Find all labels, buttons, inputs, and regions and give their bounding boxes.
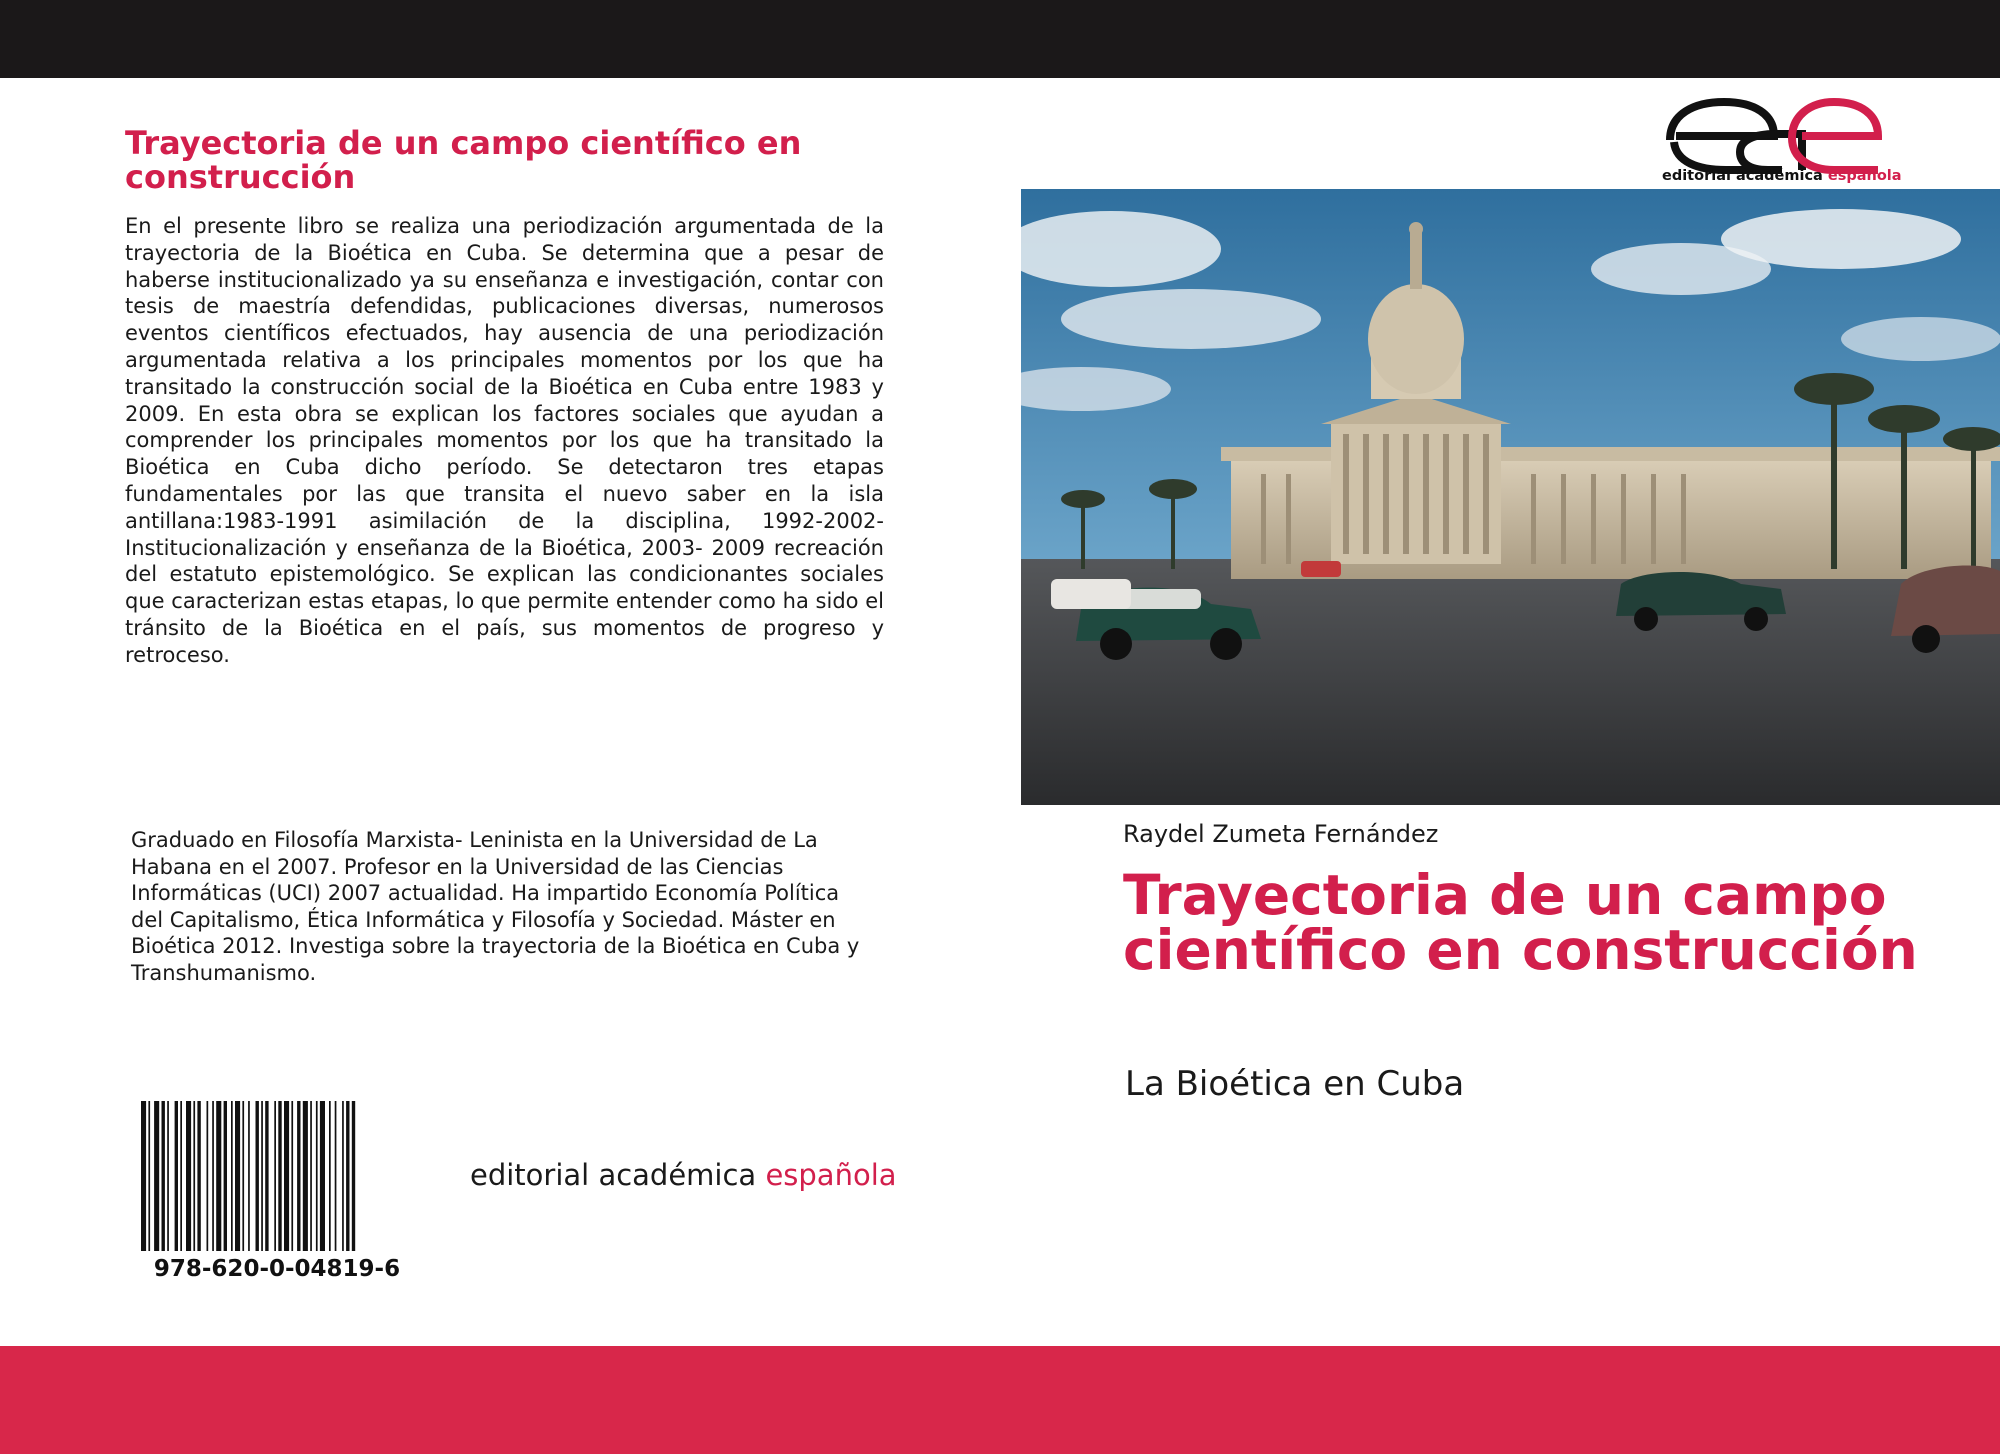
barcode-bar <box>303 1101 308 1251</box>
barcode-bar <box>175 1101 178 1251</box>
back-cover-title: Trayectoria de un campo científico en construcción <box>125 124 802 196</box>
barcode-bar <box>248 1101 250 1251</box>
cover-photo-capitol <box>1021 189 2000 805</box>
barcode-bar <box>216 1101 221 1251</box>
isbn-number: 978-620-0-04819-6 <box>153 1256 401 1282</box>
barcode-bar <box>335 1101 337 1251</box>
barcode-bar <box>320 1101 325 1251</box>
barcode-bar <box>235 1101 240 1251</box>
barcode-bar <box>310 1101 312 1251</box>
imprint-main: editorial académica <box>470 1158 766 1192</box>
barcode-bar <box>342 1101 344 1251</box>
logo-wordmark <box>1662 168 1902 184</box>
barcode-bar <box>329 1101 331 1251</box>
barcode-bar <box>180 1101 182 1251</box>
front-cover-subtitle: La Bioética en Cuba <box>1125 1064 1465 1104</box>
barcode-bar <box>193 1101 195 1251</box>
barcode-bar <box>316 1101 318 1251</box>
barcode-bar <box>167 1101 169 1251</box>
author-bio: Graduado en Filosofía Marxista- Leninista en la Universidad de La Habana en el 2007. Profesor en la Universidad de las Ciencias Informáticas (UCI) 2007 actualidad. Ha impartido Economía Política del Capitalismo, Ética Informática y Filosofía y Sociedad. Máster en Bioética 2012. Investiga sobre la trayectoria de la Bioética en Cuba y Transhumanismo. <box>131 828 860 985</box>
synopsis-text: En el presente libro se realiza una periodización argumentada de la trayectoria de la Bioética en Cuba. Se determina que a pesar de haberse institucionalizado ya su enseñanza e investigación, contar con tesis de maestría defendidas, publicaciones diversas, numerosos eventos científicos efectuados, hay ausencia de una periodización argumentada relativa a los principales momentos por los que ha transitado la construcción social de la Bioética en Cuba entre 1983 y 2009. En esta obra se explican los factores sociales que ayudan a comprender los principales momentos por los que ha transitado la Bioética en Cuba dicho período. Se detectaron tres etapas fundamentales por las que transita el nuevo saber en la isla antillana:1983-1991 asimilación de la disciplina, 1992-2002- Institucionalización y enseñanza de la Bioética, 2003- 2009 recreación del estatuto epistemológico. Se explican las condicionantes sociales que caracterizan estas etapas, lo que permite entender como ha sido el tránsito de la Bioética en el país, sus momentos de progreso y retroceso. <box>125 214 884 667</box>
barcode-bar <box>242 1101 244 1251</box>
logo-wordmark-accent: española <box>1827 168 1902 184</box>
barcode-bar <box>231 1101 233 1251</box>
barcode-bar <box>291 1101 293 1251</box>
barcode-bar <box>346 1101 349 1251</box>
barcode-bar <box>261 1101 263 1251</box>
back-publisher-imprint <box>470 1158 897 1192</box>
bottom-band <box>0 1346 2000 1454</box>
barcode-bar <box>141 1101 146 1251</box>
barcode-bar <box>207 1101 209 1251</box>
imprint-accent: española <box>765 1158 897 1192</box>
top-band <box>0 0 2000 78</box>
barcode-bar <box>284 1101 289 1251</box>
barcode-bar <box>162 1101 165 1251</box>
barcode-bar <box>148 1101 150 1251</box>
barcode-bar <box>352 1101 355 1251</box>
barcode-bar <box>278 1101 281 1251</box>
barcode-bar <box>154 1101 159 1251</box>
barcode-bar <box>297 1101 300 1251</box>
barcode-bar <box>212 1101 214 1251</box>
barcode-bar <box>274 1101 276 1251</box>
barcode-bar <box>197 1101 200 1251</box>
barcode-bar <box>256 1101 259 1251</box>
front-cover-title: Trayectoria de un campo científico en construcción <box>1123 863 1918 982</box>
front-author-name: Raydel Zumeta Fernández <box>1123 820 1439 848</box>
logo-wordmark-main: editorial académica <box>1662 168 1828 184</box>
barcode-bar <box>224 1101 227 1251</box>
barcode-bar <box>186 1101 191 1251</box>
barcode-bar <box>265 1101 268 1251</box>
